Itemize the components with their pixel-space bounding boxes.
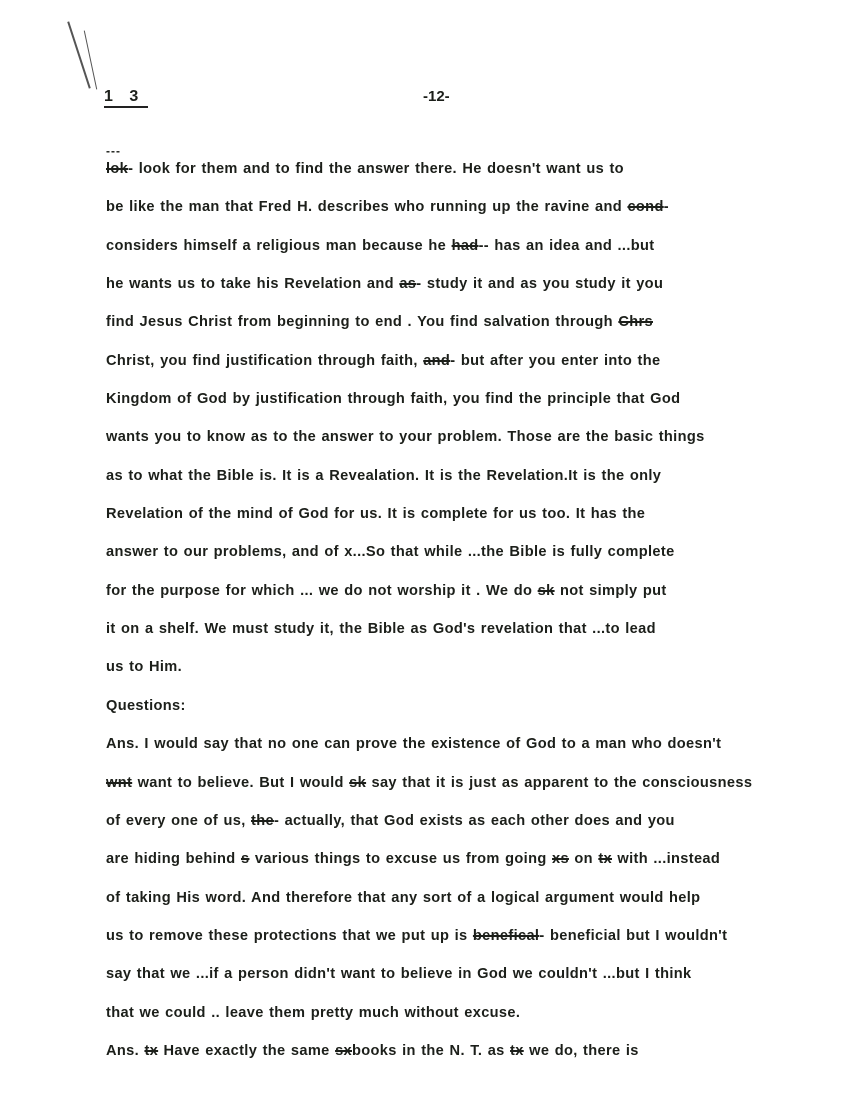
text-segment: he wants us to take his Revelation and bbox=[106, 276, 400, 293]
text-line bbox=[106, 350, 826, 388]
text-segment: of taking His word. And therefore that any sort of a logical argument would help bbox=[106, 889, 701, 906]
text-segment: Revelation of the mind of God for us. It is complete for us too. It has the bbox=[106, 506, 646, 523]
text-segment: Questions: bbox=[106, 697, 186, 714]
text-line bbox=[106, 618, 826, 656]
text-segment: be like the man that Fred H. describes who running up the ravine and bbox=[106, 199, 628, 216]
text-line bbox=[106, 695, 826, 733]
struck-text: and bbox=[423, 352, 451, 369]
text-segment: that we could .. leave them pretty much without excuse. bbox=[106, 1004, 521, 1021]
text-line bbox=[106, 158, 826, 196]
text-segment: wants you to know as to the answer to your problem. Those are the basic things bbox=[106, 429, 705, 446]
text-segment: Ans. I would say that no one can prove the existence of God to a man who doesn't bbox=[106, 736, 722, 753]
text-segment: -- has an idea and ...but bbox=[478, 237, 655, 254]
struck-text: benefical bbox=[472, 927, 540, 944]
text-segment: as to what the Bible is. It is a Revealation. It is the Revelation.It is the only bbox=[106, 467, 662, 484]
struck-text: cond bbox=[627, 199, 664, 216]
text-line bbox=[106, 733, 826, 771]
text-segment: it on a shelf. We must study it, the Bible as God's revelation that ...to lead bbox=[106, 621, 656, 638]
text-segment: - look for them and to find the answer there. He doesn't want us to bbox=[128, 161, 624, 177]
struck-text: the bbox=[251, 812, 274, 829]
text-segment: want to believe. But I would bbox=[132, 774, 350, 791]
text-line bbox=[106, 196, 826, 234]
text-line bbox=[106, 1040, 826, 1078]
text-segment: for the purpose for which ... we do not worship it . We do bbox=[106, 582, 538, 599]
text-segment: not simply put bbox=[554, 582, 667, 599]
text-segment: - bbox=[663, 199, 669, 216]
text-line bbox=[106, 503, 826, 541]
dashes: --- bbox=[106, 144, 121, 158]
struck-text: had bbox=[451, 237, 479, 254]
text-segment: are hiding behind bbox=[106, 851, 241, 868]
text-line bbox=[106, 887, 826, 925]
text-line bbox=[106, 1002, 826, 1040]
text-segment: with ...instead bbox=[612, 851, 721, 868]
struck-text: tx bbox=[510, 1042, 524, 1059]
text-segment: say that we ...if a person didn't want to believe in God we couldn't ...but I think bbox=[106, 966, 692, 983]
struck-text: sk bbox=[349, 774, 367, 791]
text-segment: Christ, you find justification through faith, bbox=[106, 352, 424, 369]
text-segment: of every one of us, bbox=[106, 812, 251, 829]
text-segment: books in the N. T. as bbox=[352, 1042, 511, 1059]
pen-mark bbox=[67, 21, 91, 88]
text-segment: - beneficial but I wouldn't bbox=[539, 927, 728, 944]
text-line bbox=[106, 810, 826, 848]
page-number: -12- bbox=[423, 88, 450, 105]
text-line bbox=[106, 426, 826, 464]
struck-text: wnt bbox=[106, 774, 133, 791]
text-line bbox=[106, 580, 826, 618]
struck-text: tx bbox=[598, 851, 612, 868]
text-line bbox=[106, 772, 826, 810]
document-body bbox=[106, 158, 826, 1078]
struck-text: sk bbox=[537, 582, 555, 599]
text-segment: we do, there is bbox=[523, 1042, 639, 1059]
text-segment: us to remove these protections that we put up is bbox=[106, 927, 473, 944]
text-line bbox=[106, 273, 826, 311]
struck-text: tx bbox=[144, 1042, 159, 1059]
struck-text: sx bbox=[335, 1042, 352, 1059]
text-line bbox=[106, 848, 826, 886]
text-segment: various things to excuse us from going bbox=[249, 851, 553, 868]
struck-text: Chrs bbox=[618, 314, 653, 331]
text-line bbox=[106, 235, 826, 273]
text-segment: Kingdom of God by justification through faith, you find the principle that God bbox=[106, 391, 681, 408]
text-segment: us to Him. bbox=[106, 659, 183, 676]
text-segment: answer to our problems, and of x...So that while ...the Bible is fully complete bbox=[106, 544, 675, 561]
text-segment: find Jesus Christ from beginning to end . You find salvation through bbox=[106, 314, 619, 331]
text-line bbox=[106, 311, 826, 349]
text-segment: - but after you enter into the bbox=[450, 352, 661, 369]
struck-text: lok bbox=[106, 161, 129, 177]
struck-text: as bbox=[399, 276, 417, 293]
struck-text: xs bbox=[552, 851, 569, 868]
text-line bbox=[106, 963, 826, 1001]
text-segment: considers himself a religious man because he bbox=[106, 237, 452, 254]
struck-text: s bbox=[240, 851, 250, 868]
text-segment: - actually, that God exists as each other does and you bbox=[273, 812, 675, 829]
text-line bbox=[106, 656, 826, 694]
text-line bbox=[106, 388, 826, 426]
text-segment: Ans. bbox=[106, 1042, 145, 1059]
text-line bbox=[106, 541, 826, 579]
section-mark: 1 3 bbox=[104, 88, 148, 108]
text-line bbox=[106, 465, 826, 503]
text-line bbox=[106, 925, 826, 963]
text-segment: - study it and as you study it you bbox=[416, 276, 664, 293]
text-segment: say that it is just as apparent to the consciousness bbox=[366, 774, 753, 791]
text-segment: Have exactly the same bbox=[158, 1042, 336, 1059]
text-segment: on bbox=[568, 851, 599, 868]
